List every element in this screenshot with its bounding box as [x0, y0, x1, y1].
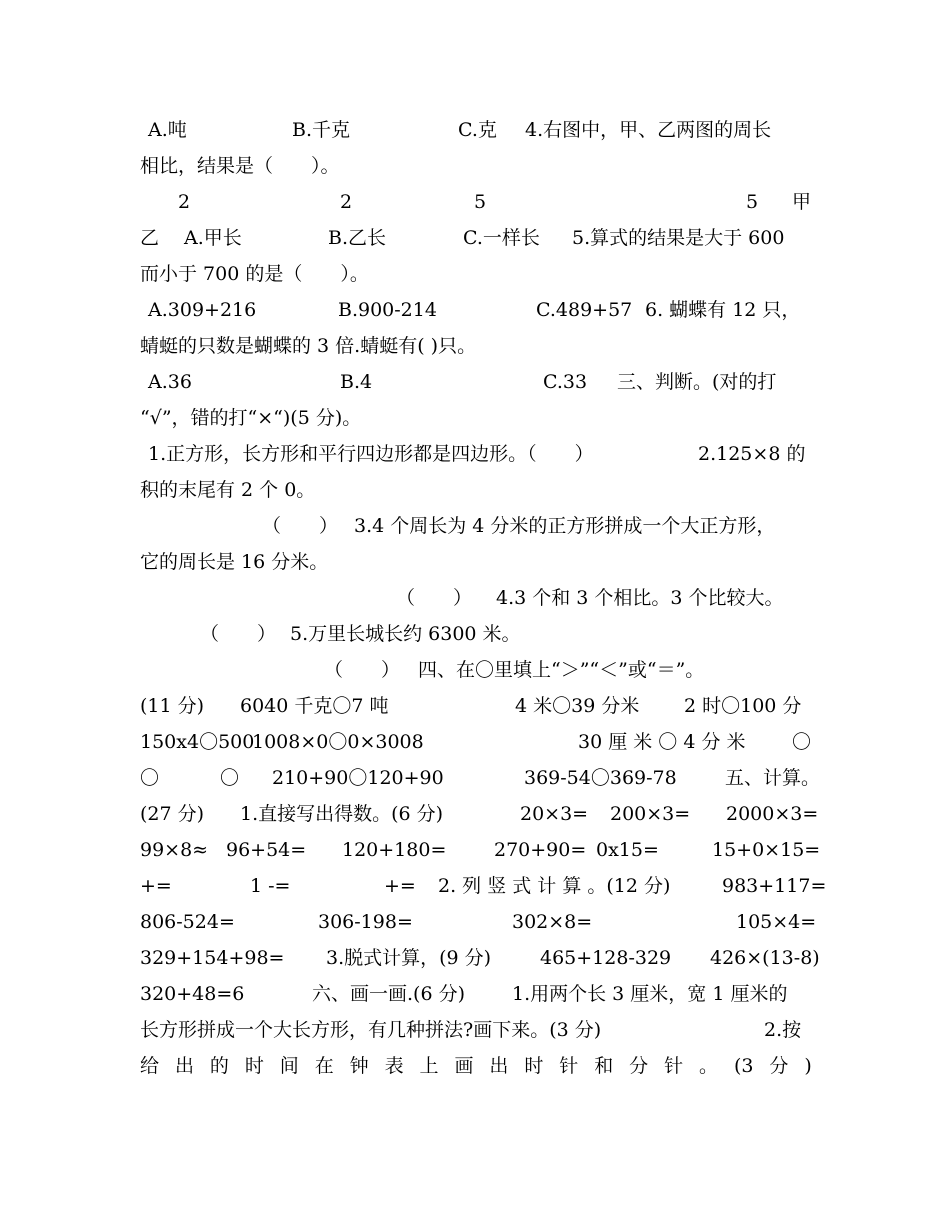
calc-item: += [140, 875, 172, 897]
char: 时 [244, 1055, 264, 1077]
option-b: B.乙长 [328, 227, 387, 249]
figure-label: 5 [474, 191, 487, 213]
option-c: C.489+57 [536, 299, 633, 321]
char: 在 [314, 1055, 334, 1077]
calc-item: 306-198= [318, 911, 413, 933]
option-a: A.309+216 [148, 299, 257, 321]
calc-item: 15+0×15= [712, 839, 821, 861]
line-15 [140, 616, 812, 652]
question-text: 4.右图中，甲、乙两图的周长 [525, 119, 772, 141]
option-a: A.36 [148, 371, 192, 393]
char: 出 [174, 1055, 194, 1077]
answer-bracket: （ ） [324, 659, 401, 681]
question-text: 5.算式的结果是大于 600 [572, 227, 785, 249]
comparison-item: 〇 [220, 767, 240, 789]
option-a: A.吨 [148, 119, 187, 141]
line-26 [140, 1012, 812, 1048]
char: 时 [524, 1055, 544, 1077]
line-23 [140, 904, 817, 940]
char: 钟 [349, 1055, 369, 1077]
line-22 [140, 868, 827, 904]
comparison-item: 30 厘 米 〇 4 分 米 [578, 731, 746, 753]
calc-item: 200×3= [610, 803, 691, 825]
char: ) [804, 1055, 812, 1077]
char: 画 [454, 1055, 474, 1077]
calc-item: 96+54= [226, 839, 307, 861]
option-b: B.4 [340, 371, 373, 393]
answer-bracket: （ ） [396, 587, 473, 609]
calc-item: 99×8≈ [140, 839, 209, 861]
sub-heading: 2.按 [764, 1019, 802, 1041]
calc-item: 320+48=6 [140, 983, 245, 1005]
line-18 [140, 724, 812, 760]
calc-item: 2000×3= [726, 803, 819, 825]
calc-item: 105×4= [736, 911, 817, 933]
comparison-item: 6040 千克〇7 吨 [240, 695, 389, 717]
question-text: 相比，结果是（ ）。 [140, 155, 340, 177]
char: 分 [769, 1055, 789, 1077]
section-instruction: “√”，错的打“×“)(5 分)。 [140, 407, 362, 429]
judgement-item: 4.3 个和 3 个相比。3 个比较大。 [496, 587, 784, 609]
calc-item: 1 -= [250, 875, 291, 897]
section-score: (11 分) [140, 695, 205, 717]
char: 。 [699, 1055, 719, 1077]
char: 分 [629, 1055, 649, 1077]
sub-heading: 2. 列 竖 式 计 算 。(12 分) [438, 875, 671, 897]
option-c: C.一样长 [463, 227, 540, 249]
line-3 [140, 184, 812, 220]
calc-item: += [384, 875, 416, 897]
answer-bracket: （ ） [200, 623, 277, 645]
comparison-item: 369-54〇369-78 [524, 767, 677, 789]
char: 的 [209, 1055, 229, 1077]
calc-item: 806-524= [140, 911, 235, 933]
figure-label: 甲 [792, 191, 812, 213]
char: 和 [594, 1055, 614, 1077]
sub-heading: 长方形拼成一个大长方形，有几种拼法?画下来。(3 分) [140, 1019, 602, 1041]
comparison-item: 〇 [792, 731, 812, 753]
char: 针 [664, 1055, 684, 1077]
calc-item: 0x15= [596, 839, 659, 861]
char: 针 [559, 1055, 579, 1077]
line-11 [140, 472, 812, 508]
calc-item: 270+90= [494, 839, 587, 861]
option-c: C.克 [458, 119, 497, 141]
line-10 [140, 436, 812, 472]
section-heading: 五、计算。 [725, 767, 821, 789]
char: (3 [733, 1055, 754, 1077]
option-c: C.33 [543, 371, 588, 393]
line-5 [140, 256, 812, 292]
option-b: B.900-214 [338, 299, 437, 321]
line-14 [140, 580, 812, 616]
line-9 [140, 400, 812, 436]
line-4 [140, 220, 812, 256]
question-text: 而小于 700 的是（ ）。 [140, 263, 369, 285]
char: 上 [419, 1055, 439, 1077]
question-text: 蜻蜓的只数是蝴蝶的 3 倍.蜻蜓有( )只。 [140, 335, 477, 357]
line-24 [140, 940, 820, 976]
question-text: 6. 蝴蝶有 12 只， [645, 299, 801, 321]
line-2 [140, 148, 812, 184]
calc-item: 20×3= [520, 803, 589, 825]
judgement-item: 积的末尾有 2 个 0。 [140, 479, 316, 501]
calc-item: 983+117= [722, 875, 827, 897]
section-heading: 六、画一画.(6 分) [312, 983, 465, 1005]
section-heading: 四、在〇里填上“＞”“＜”或“＝”。 [418, 659, 705, 681]
line-21 [140, 832, 821, 868]
char: 给 [140, 1055, 160, 1077]
line-8 [140, 364, 812, 400]
comparison-item: 150x4〇500 [140, 731, 255, 753]
calc-item: 465+128-329 [540, 947, 672, 969]
judgement-item: 它的周长是 16 分米。 [140, 551, 329, 573]
section-score: (27 分) [140, 803, 205, 825]
line-20 [140, 796, 819, 832]
comparison-item: 2 时〇100 分 [684, 695, 802, 717]
line-27 [140, 1048, 812, 1084]
line-7 [140, 328, 812, 364]
answer-bracket: （ ） [262, 515, 339, 537]
comparison-item: 4 米〇39 分米 [515, 695, 640, 717]
sub-heading: 3.脱式计算，(9 分) [326, 947, 492, 969]
line-12 [140, 508, 812, 544]
line-19 [140, 760, 821, 796]
sub-heading: 1.直接写出得数。(6 分) [240, 803, 444, 825]
sub-heading: 1.用两个长 3 厘米，宽 1 厘米的 [512, 983, 788, 1005]
line-17 [140, 688, 812, 724]
figure-label: 5 [746, 191, 759, 213]
comparison-item: 〇 [140, 767, 160, 789]
calc-item: 120+180= [342, 839, 447, 861]
line-6 [140, 292, 812, 328]
option-a: A.甲长 [184, 227, 242, 249]
figure-label: 2 [340, 191, 353, 213]
char: 出 [489, 1055, 509, 1077]
figure-label: 2 [178, 191, 191, 213]
judgement-item: 5.万里长城长约 6300 米。 [290, 623, 521, 645]
judgement-item: 1.正方形，长方形和平行四边形都是四边形。（ ） [148, 443, 594, 465]
calc-item: 426×(13-8) [710, 947, 820, 969]
judgement-item: 2.125×8 的 [698, 443, 806, 465]
calc-item: 302×8= [512, 911, 593, 933]
line-13 [140, 544, 812, 580]
comparison-item: 210+90〇120+90 [272, 767, 444, 789]
line-25 [140, 976, 812, 1012]
section-heading: 三、判断。(对的打 [617, 371, 777, 393]
char: 间 [279, 1055, 299, 1077]
option-b: B.千克 [292, 119, 351, 141]
figure-label: 乙 [140, 227, 160, 249]
char: 表 [384, 1055, 404, 1077]
judgement-item: 3.4 个周长为 4 分米的正方形拼成一个大正方形， [354, 515, 776, 537]
line-1 [140, 112, 812, 148]
line-16 [140, 652, 812, 688]
comparison-item: 1008×0〇0×3008 [252, 731, 424, 753]
calc-item: 329+154+98= [140, 947, 285, 969]
